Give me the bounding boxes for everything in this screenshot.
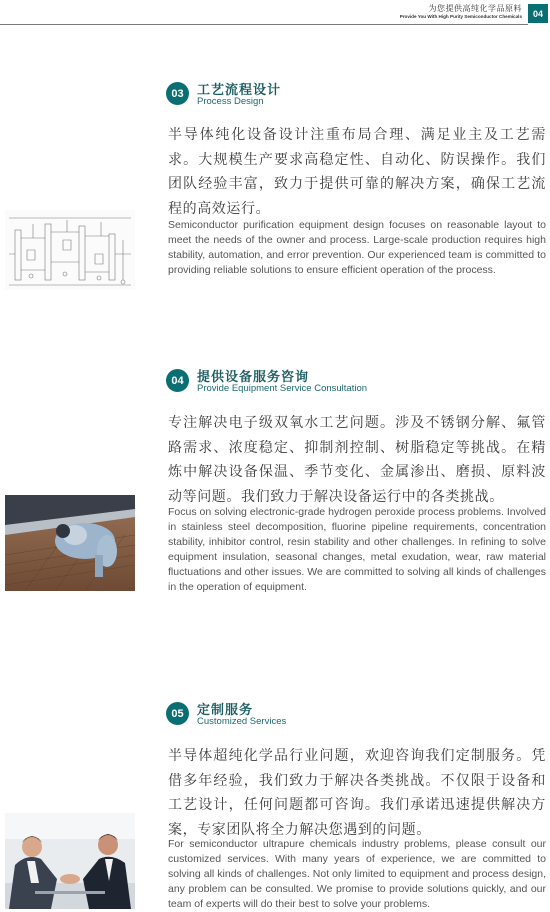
worker-photo: [5, 495, 135, 591]
process-diagram-image: [5, 210, 135, 290]
section-number-badge: 04: [166, 369, 189, 392]
section-title-en: Customized Services: [197, 716, 287, 727]
section-title-en: Provide Equipment Service Consultation: [197, 383, 368, 394]
section-title-en: Process Design: [197, 96, 264, 107]
section-title-cn: 工艺流程设计: [197, 83, 282, 98]
section-number-badge: 03: [166, 82, 189, 105]
section-body-en: For semiconductor ultrapure chemicals industry problems, please consult our customized services. With many years of experience, we are committed to solving all kinds of challenges. Not only limited to equipment and process design, any problem can be consulted. We promise to provide solutions quickly, and our team of experts will do their best to solve your problems.: [168, 838, 546, 910]
section-title-cn: 提供设备服务咨询: [197, 370, 310, 385]
header-title-cn: 为您提供高纯化学品原料: [428, 4, 522, 13]
section-body-cn: 半导体超纯化学品行业问题，欢迎咨询我们定制服务。凭借多年经验，我们致力于解决各类挑战。不仅限于设备和工艺设计，任何问题都可咨询。我们承诺迅速提供解决方案，专家团队将全力解决您遇到的问题。: [168, 748, 546, 838]
header-divider: [0, 24, 528, 25]
section-body-cn: 半导体纯化设备设计注重布局合理、满足业主及工艺需求。大规模生产要求高稳定性、自动化、防误操作。我们团队经验丰富，致力于提供可靠的解决方案，确保工艺流程的高效运行。: [168, 127, 546, 217]
section-number-badge: 05: [166, 702, 189, 725]
page-number-badge: 04: [528, 4, 548, 23]
section-body-en: Focus on solving electronic-grade hydrogen peroxide process problems. Involved in stainless steel decomposition, fluorine pipeline requirements, concentration stability, inhibitor control, resin stability and other challenges. In refining to solve equipment insulation, seasonal changes, metal exudation, wear, raw material fluctuations and other issues. We are committed to solving all kinds of challenges in the operation of equipment.: [168, 506, 546, 593]
header-title-en: Provide You With High Purity Semiconductor Chemicals: [399, 14, 522, 19]
handshake-photo: [5, 813, 135, 909]
section-body-cn: 专注解决电子级双氧水工艺问题。涉及不锈钢分解、氟管路需求、浓度稳定、抑制剂控制、树脂稳定等挑战。在精炼中解决设备保温、季节变化、金属渗出、磨损、原料波动等问题。我们致力于解决设备运行中的各类挑战。: [168, 415, 546, 505]
section-title-cn: 定制服务: [197, 703, 254, 718]
section-body-en: Semiconductor purification equipment design focuses on reasonable layout to meet the needs of the owner and process. Large-scale production requires high stability, automation, and error prevention. Our experienced team is committed to providing reliable solutions to ensure efficient operation of the process.: [168, 219, 546, 276]
